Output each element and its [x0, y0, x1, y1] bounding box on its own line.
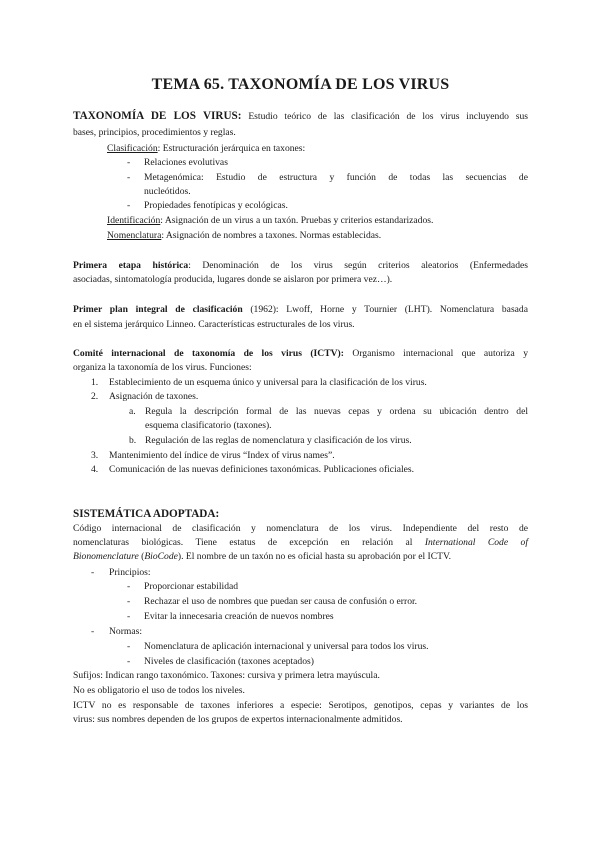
- clasificacion-item-1: Relaciones evolutivas: [144, 157, 228, 168]
- sistematica-line-3: [73, 551, 451, 563]
- page-title: TEMA 65. TAXONOMÍA DE LOS VIRUS: [151, 76, 450, 93]
- bullet-dash: -: [127, 611, 131, 622]
- normas-label: Normas:: [109, 626, 143, 637]
- bullet-dash: -: [91, 626, 95, 637]
- ictv-item-2: Asignación de taxones.: [109, 391, 199, 402]
- sistematica-text-2a: nomenclaturas biológicas. Tiene estatus de excepción en relación al: [73, 537, 425, 548]
- clasificacion-line: [107, 143, 305, 155]
- principio-2: Rechazar el uso de nombres que puedan ser causa de confusión o error.: [144, 596, 418, 607]
- identificacion-line: [107, 215, 433, 227]
- bullet-dash: -: [127, 157, 131, 168]
- bullet-dash: -: [127, 172, 131, 183]
- ictv-responsable-line-2: virus: sus nombres dependen de los grupos de expertos internacionalmente admitidos.: [73, 714, 403, 725]
- list-number: 3.: [91, 450, 99, 461]
- clasificacion-text: : Estructuración jerárquica en taxones:: [157, 143, 306, 154]
- nomenclatura-line: [107, 230, 381, 242]
- clasificacion-item-2: Metagenómica: Estudio de estructura y función de todas las secuencias de: [144, 172, 528, 183]
- sistematica-text-3d: ). El nombre de un taxón no es oficial hasta su aprobación por el ICTV.: [177, 551, 452, 562]
- bullet-dash: -: [127, 581, 131, 592]
- clasificacion-label: Clasificación: [107, 143, 158, 154]
- identificacion-label: Identificación: [107, 215, 161, 226]
- ictv-line-1: [73, 348, 528, 360]
- sistematica-heading: SISTEMÁTICA ADOPTADA:: [73, 508, 220, 520]
- ictv-text-1: Organismo internacional que autoriza y: [343, 348, 528, 359]
- ictv-item-4: Comunicación de las nuevas definiciones taxonómicas. Publicaciones oficiales.: [109, 464, 415, 475]
- list-letter: b.: [129, 435, 137, 446]
- taxonomia-text-1: Estudio teórico de las clasificación de los virus incluyendo sus: [241, 111, 528, 122]
- nomenclatura-label: Nomenclatura: [107, 230, 162, 241]
- list-number: 4.: [91, 464, 99, 475]
- sistematica-line-2: [73, 537, 528, 549]
- taxonomia-text-2: bases, principios, procedimientos y reglas.: [73, 127, 236, 138]
- sistematica-text-2b: International Code of: [424, 537, 528, 548]
- niveles-line: No es obligatorio el uso de todos los niveles.: [73, 685, 245, 696]
- bullet-dash: -: [127, 641, 131, 652]
- primera-etapa-text-1: : Denominación de los virus según criterios aleatorios (Enfermedades: [188, 260, 528, 271]
- primer-plan-heading: Primer plan integral de clasificación: [73, 304, 243, 315]
- bullet-dash: -: [127, 656, 131, 667]
- primer-plan-text-2: en el sistema jerárquico Linneo. Características estructurales de los virus.: [73, 319, 355, 330]
- ictv-item-1: Establecimiento de un esquema único y universal para la clasificación de los virus.: [109, 377, 427, 388]
- taxonomia-paragraph-line-1: [73, 110, 528, 123]
- norma-1: Nomenclatura de aplicación internacional y universal para todos los virus.: [144, 641, 429, 652]
- primer-plan-text-1: (1962): Lwoff, Horne y Tournier (LHT). Nomenclatura basada: [242, 304, 528, 315]
- ictv-item-3: Mantenimiento del índice de virus “Index of virus names”.: [109, 450, 335, 461]
- ictv-responsable-line-1: ICTV no es responsable de taxones inferiores a especie: Serotipos, genotipos, cepas y variantes de los: [73, 700, 528, 711]
- ictv-text-2: organiza la taxonomía de los virus. Funciones:: [73, 362, 252, 373]
- identificacion-text: : Asignación de un virus a un taxón. Pruebas y criterios estandarizados.: [160, 215, 434, 226]
- principio-3: Evitar la innecesaria creación de nuevos nombres: [144, 611, 334, 622]
- sufijos-line: Sufijos: Indican rango taxonómico. Taxones: cursiva y primera letra mayúscula.: [73, 670, 380, 681]
- sistematica-text-3c: BioCode: [144, 551, 178, 562]
- nomenclatura-text: : Asignación de nombres a taxones. Normas establecidas.: [161, 230, 382, 241]
- taxonomia-heading: TAXONOMÍA DE LOS VIRUS:: [73, 110, 242, 122]
- list-letter: a.: [129, 406, 136, 417]
- norma-2: Niveles de clasificación (taxones aceptados): [144, 656, 314, 667]
- clasificacion-item-3: Propiedades fenotípicas y ecológicas.: [144, 200, 288, 211]
- clasificacion-item-2-cont: nucleótidos.: [144, 186, 191, 197]
- principios-label: Principios:: [109, 567, 151, 578]
- bullet-dash: -: [127, 200, 131, 211]
- ictv-item-2a-cont: esquema clasificatorio (taxones).: [145, 420, 272, 431]
- bullet-dash: -: [127, 596, 131, 607]
- ictv-item-2b: Regulación de las reglas de nomenclatura y clasificación de los virus.: [145, 435, 412, 446]
- primera-etapa-line-1: [73, 260, 528, 272]
- ictv-heading: Comité internacional de taxonomía de los virus (ICTV):: [73, 348, 344, 359]
- primer-plan-line-1: [73, 304, 528, 316]
- ictv-item-2a: Regula la descripción formal de las nuevas cepas y ordena su ubicación dentro del: [145, 406, 528, 417]
- list-number: 1.: [91, 377, 99, 388]
- primera-etapa-heading: Primera etapa histórica: [73, 260, 189, 271]
- sistematica-text-3a: Bionomenclature: [73, 551, 139, 562]
- list-number: 2.: [91, 391, 99, 402]
- bullet-dash: -: [91, 567, 95, 578]
- primera-etapa-text-2: asociadas, sintomatología producida, lugares donde se aislaron por primera vez…).: [73, 274, 393, 285]
- sistematica-text-3b: (: [138, 551, 145, 562]
- principio-1: Proporcionar estabilidad: [144, 581, 239, 592]
- sistematica-line-1: Código internacional de clasificación y nomenclatura de los virus. Independiente del resto de: [73, 523, 528, 534]
